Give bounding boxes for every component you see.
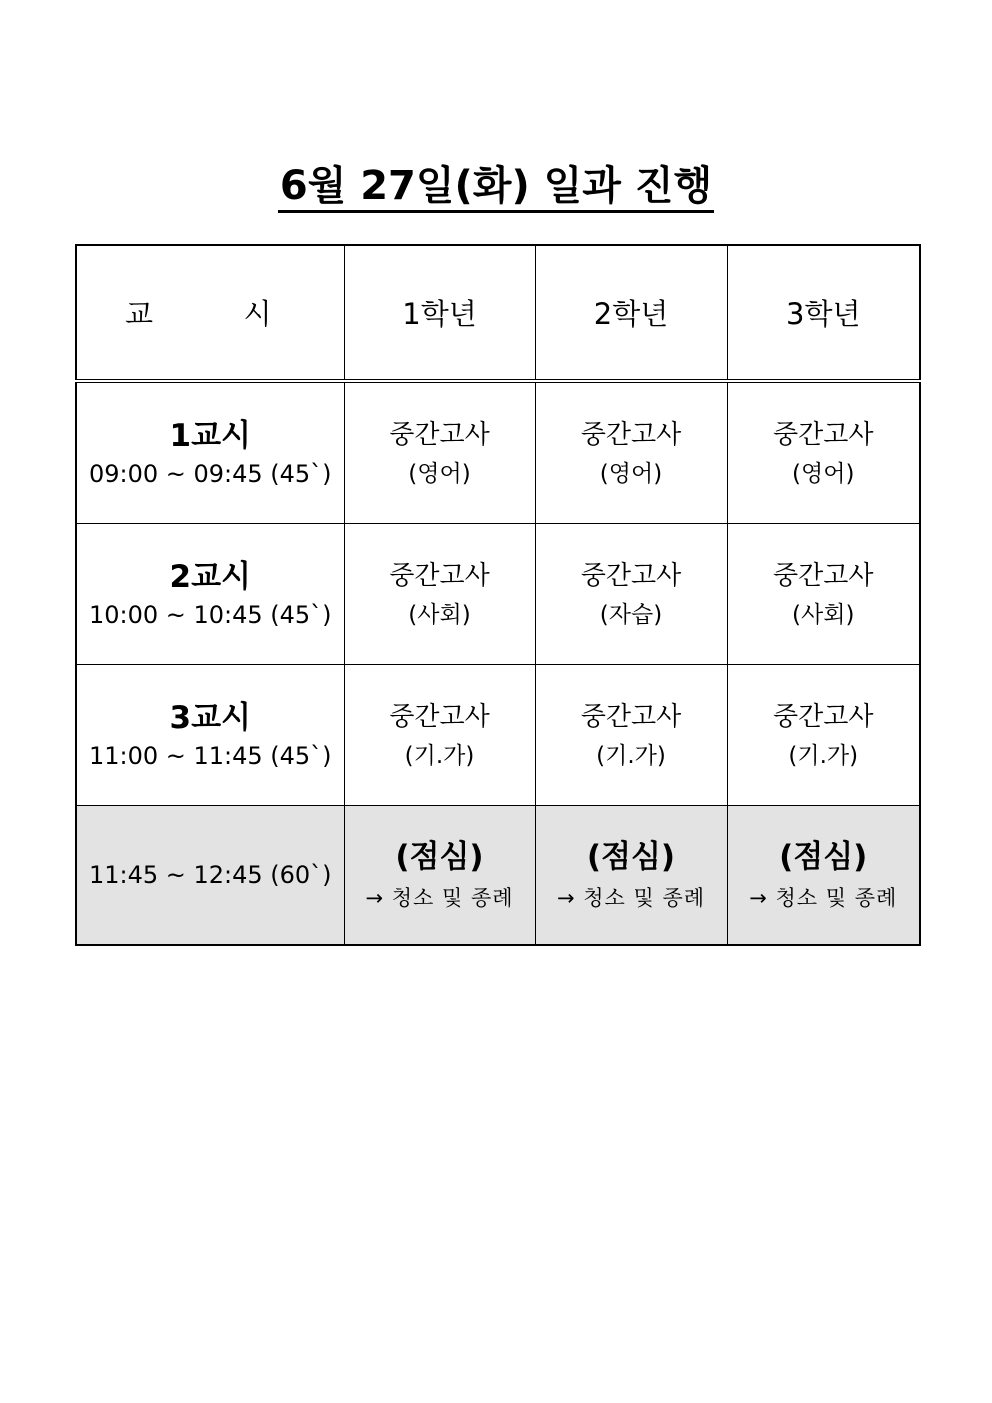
header-row (76, 245, 920, 381)
subject-sub: (영어) (599, 461, 663, 487)
subject-main: 중간고사 (389, 420, 490, 450)
subject-cell (344, 665, 535, 806)
header-grade-3: 3학년 (727, 245, 920, 381)
subject-cell (535, 381, 727, 524)
subject-sub: (기.가) (596, 743, 666, 769)
subject-sub: (영어) (408, 461, 471, 487)
table-row-period-3 (76, 665, 920, 806)
table-row-period-1 (76, 381, 920, 524)
subject-main: 중간고사 (773, 561, 874, 591)
period-time: 11:00 ~ 11:45 (45`) (88, 742, 332, 770)
period-name: 3교시 (169, 700, 251, 736)
subject-main: 중간고사 (389, 702, 490, 732)
schedule-table (75, 244, 921, 946)
header-grade-2: 2학년 (535, 245, 727, 381)
lunch-main: (점심) (779, 839, 868, 875)
subject-main: 중간고사 (389, 561, 490, 591)
subject-cell (344, 381, 535, 524)
header-period: 교 시 (76, 245, 344, 381)
lunch-time-cell (76, 806, 344, 946)
period-cell (76, 381, 344, 524)
subject-cell (344, 524, 535, 665)
lunch-time: 11:45 ~ 12:45 (60`) (88, 861, 332, 889)
period-cell (76, 665, 344, 806)
subject-sub: (사회) (792, 602, 855, 628)
page-title-text: 6월 27일(화) 일과 진행 (278, 163, 714, 213)
subject-cell (535, 665, 727, 806)
subject-main: 중간고사 (773, 702, 874, 732)
table-row-period-2 (76, 524, 920, 665)
lunch-cell (344, 806, 535, 946)
subject-cell (535, 524, 727, 665)
lunch-sub: → 청소 및 종례 (749, 886, 898, 910)
table-row-lunch (76, 806, 920, 946)
subject-sub: (사회) (408, 602, 471, 628)
lunch-sub: → 청소 및 종례 (556, 886, 706, 910)
subject-cell (727, 524, 920, 665)
subject-sub: (기.가) (788, 743, 859, 769)
lunch-sub: → 청소 및 종례 (365, 886, 514, 910)
subject-sub: (기.가) (404, 743, 475, 769)
lunch-main: (점심) (395, 839, 484, 875)
subject-cell (727, 665, 920, 806)
subject-main: 중간고사 (773, 420, 874, 450)
lunch-cell (535, 806, 727, 946)
lunch-main: (점심) (586, 839, 676, 875)
subject-main: 중간고사 (580, 420, 682, 450)
page-title (0, 158, 992, 214)
subject-main: 중간고사 (580, 702, 682, 732)
subject-cell (727, 381, 920, 524)
period-name: 1교시 (169, 418, 251, 454)
lunch-cell (727, 806, 920, 946)
period-time: 09:00 ~ 09:45 (45`) (88, 460, 332, 488)
header-grade-1: 1학년 (344, 245, 535, 381)
period-cell (76, 524, 344, 665)
subject-sub: (자습) (599, 602, 663, 628)
period-time: 10:00 ~ 10:45 (45`) (88, 601, 332, 629)
subject-main: 중간고사 (580, 561, 682, 591)
subject-sub: (영어) (792, 461, 855, 487)
period-name: 2교시 (169, 559, 251, 595)
